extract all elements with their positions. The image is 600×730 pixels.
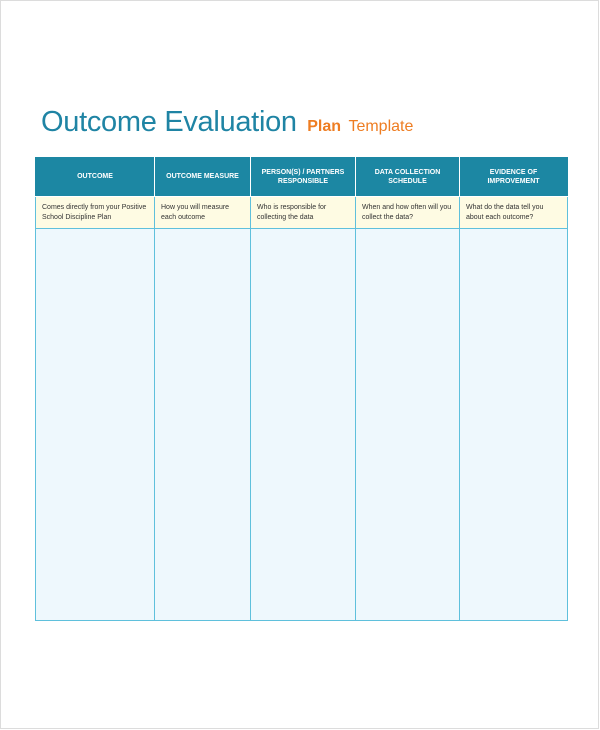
table-header-row bbox=[36, 158, 568, 197]
header-outcome-measure: OUTCOME MEASURE bbox=[155, 158, 251, 197]
entry-cell-data-collection-schedule[interactable] bbox=[356, 229, 460, 621]
evaluation-plan-table bbox=[35, 157, 568, 621]
desc-evidence-of-improvement[interactable]: What do the data tell you about each outcome? bbox=[460, 197, 568, 229]
title-template: Template bbox=[348, 118, 414, 135]
entry-cell-outcome-measure[interactable] bbox=[155, 229, 251, 621]
header-outcome: OUTCOME bbox=[36, 158, 155, 197]
desc-outcome[interactable]: Comes directly from your Positive School Discipline Plan bbox=[36, 197, 155, 229]
header-persons-responsible: PERSON(S) / PARTNERS RESPONSIBLE bbox=[251, 158, 356, 197]
desc-outcome-measure[interactable]: How you will measure each outcome bbox=[155, 197, 251, 229]
title-main: Outcome Evaluation bbox=[41, 106, 297, 138]
description-row bbox=[36, 197, 568, 229]
entry-cell-persons-responsible[interactable] bbox=[251, 229, 356, 621]
entry-cell-evidence-of-improvement[interactable] bbox=[460, 229, 568, 621]
title-plan: Plan bbox=[307, 118, 341, 135]
entry-cell-outcome[interactable] bbox=[36, 229, 155, 621]
header-data-collection-schedule: DATA COLLECTION SCHEDULE bbox=[356, 158, 460, 197]
entry-row bbox=[36, 229, 568, 621]
desc-persons-responsible[interactable]: Who is responsible for collecting the data bbox=[251, 197, 356, 229]
header-evidence-of-improvement: EVIDENCE OF IMPROVEMENT bbox=[460, 158, 568, 197]
page-title bbox=[41, 108, 413, 137]
desc-data-collection-schedule[interactable]: When and how often will you collect the data? bbox=[356, 197, 460, 229]
